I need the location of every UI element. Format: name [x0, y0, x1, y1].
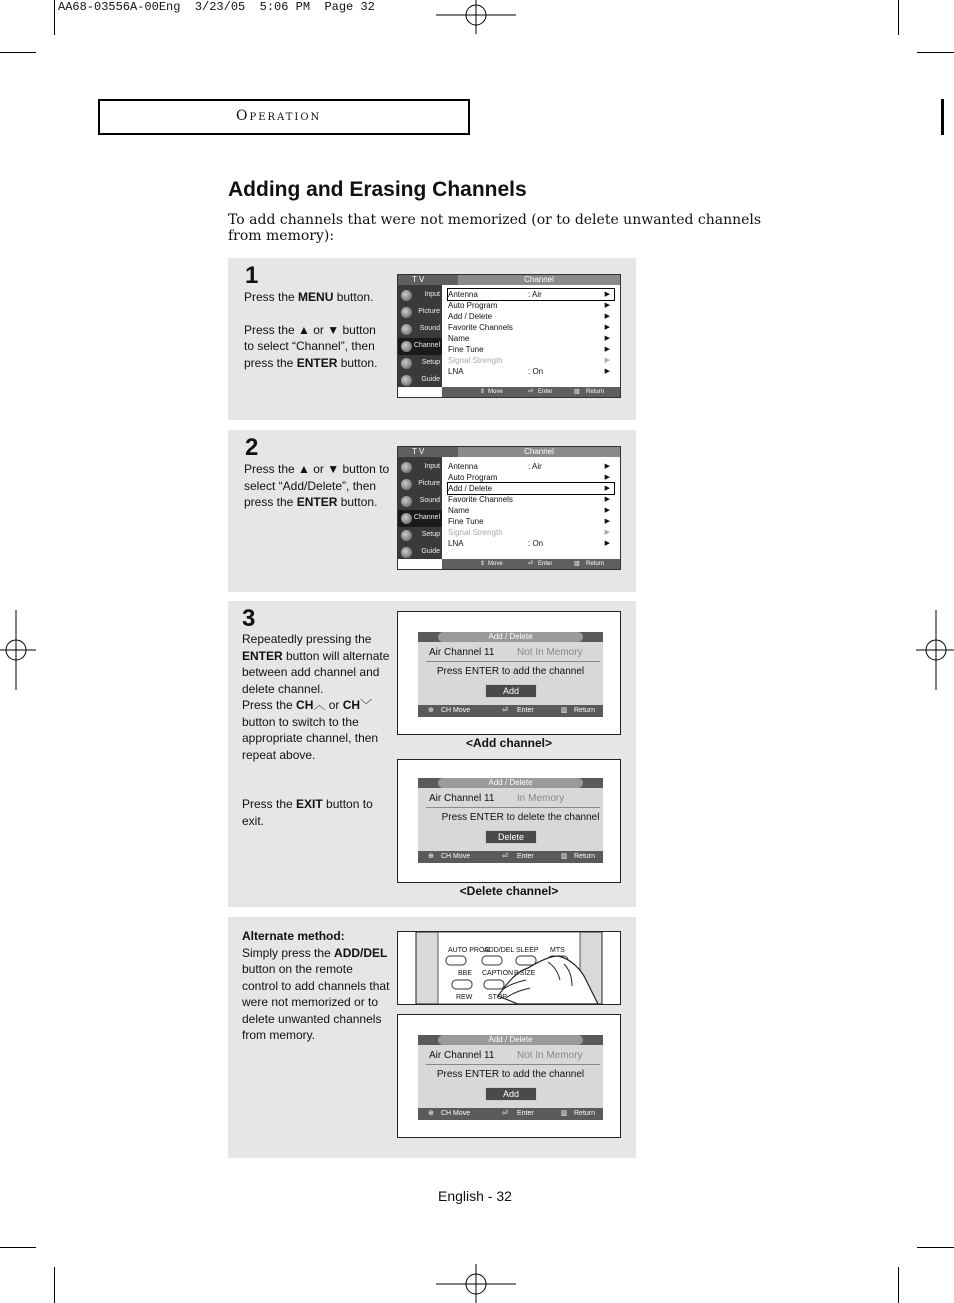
step-2-text: Press the ▲ or ▼ button to select “Add/Delete”, then press the ENTER button.	[244, 462, 390, 509]
step-3-text: Repeatedly pressing the ENTER button will alternate between add channel and delete channel. Press the CH︿ or CH﹀ button to switch to the appropriate channel, then repeat above. Press the EXIT button to exit.	[242, 632, 390, 828]
delete-channel-caption: <Delete channel>	[459, 884, 559, 898]
menu-item-sound[interactable]: Sound	[398, 321, 442, 338]
channel-menu-screen: T V Channel Input Picture Sound Channel Setup Guide Antenna : Air ▶ Auto Program ▶ Add / Delete ▶ Favorite Channels ▶ Name ▶ Fine Tune ▶ Signal Strength ▶ LNA : On ▶ ⇕ Move ⏎ Enter ▥ Return	[397, 274, 621, 398]
move-icon: ⊕	[428, 853, 434, 860]
page-footer: English - 32	[438, 1188, 512, 1204]
guide-icon	[401, 375, 412, 386]
return-icon: ▥	[574, 561, 580, 567]
enter-icon: ⏎	[502, 853, 508, 860]
dialog-message: Press ENTER to delete the channel	[441, 812, 600, 823]
registration-mark-icon	[436, 1264, 516, 1303]
remote-label: STOP	[488, 994, 507, 1001]
step-3-panel	[228, 601, 636, 907]
step-1-text: Press the MENU button. Press the ▲ or ▼ button to select “Channel”, then press the ENTER button.	[244, 290, 378, 370]
remote-label: MTS	[550, 947, 565, 954]
channel-label: Air Channel 11	[429, 1050, 495, 1061]
add-button[interactable]: Add	[485, 1087, 537, 1101]
input-icon	[401, 290, 412, 301]
right-arrow-icon: ▶	[604, 335, 610, 342]
alternate-method-text: Alternate method: Simply press the ADD/DEL button on the remote control to add channels that were not memorized or to delete unwanted channels from memory.	[242, 929, 390, 1042]
registration-mark-icon	[436, 0, 516, 34]
right-arrow-icon: ▶	[604, 474, 610, 481]
add-channel-screen	[397, 1014, 621, 1138]
enter-icon: ⏎	[528, 389, 534, 395]
channel-icon	[401, 341, 412, 352]
dialog-title: Add / Delete	[438, 632, 583, 642]
menu-item-channel[interactable]: Channel	[398, 338, 442, 355]
up-arrow-icon: ▲	[298, 322, 310, 337]
picture-icon	[401, 479, 412, 490]
intro-text: To add channels that were not memorized (or to delete unwanted channels from memory):	[228, 212, 762, 244]
remote-label: SLEEP	[516, 947, 539, 954]
menu-row-favorite-channels[interactable]: Favorite Channels ▶	[448, 323, 610, 332]
return-icon: ▥	[561, 1110, 568, 1117]
right-arrow-icon: ▶	[604, 507, 610, 514]
remote-label: REW	[456, 994, 473, 1001]
step-number: 1	[245, 262, 259, 289]
dialog-footer: ⊕ CH Move ⏎ Enter ▥ Return	[418, 705, 603, 717]
right-arrow-icon: ▶	[604, 357, 610, 364]
remote-hand-icon	[398, 932, 620, 1004]
setup-icon	[401, 358, 412, 369]
right-arrow-icon: ▶	[604, 529, 610, 536]
crop-mark	[0, 52, 36, 53]
menu-row-signal-strength: Signal Strength ▶	[448, 528, 610, 537]
move-icon: ⊕	[428, 707, 434, 714]
dialog-title: Add / Delete	[438, 778, 583, 788]
crop-mark	[898, 0, 899, 35]
right-arrow-icon: ▶	[604, 463, 610, 470]
registration-mark-icon	[914, 610, 954, 690]
right-arrow-icon: ▶	[604, 313, 610, 320]
channel-label: Air Channel 11	[429, 647, 495, 658]
right-arrow-icon: ▶	[604, 368, 610, 375]
print-header: AA68-03556A-00Eng 3/23/05 5:06 PM Page 32	[58, 0, 375, 14]
menu-item-guide[interactable]: Guide	[398, 544, 442, 561]
menu-item-input[interactable]: Input	[398, 287, 442, 304]
return-icon: ▥	[574, 389, 580, 395]
setup-icon	[401, 530, 412, 541]
right-arrow-icon: ▶	[604, 540, 610, 547]
right-arrow-icon: ▶	[604, 346, 610, 353]
return-icon: ▥	[561, 707, 568, 714]
right-arrow-icon: ▶	[604, 291, 610, 298]
crop-mark	[917, 52, 954, 53]
menu-item-picture[interactable]: Picture	[398, 304, 442, 321]
menu-row-antenna[interactable]: Antenna : Air ▶	[448, 289, 614, 300]
remote-label: CAPTION	[482, 970, 514, 977]
crop-mark	[54, 0, 55, 35]
menu-row-antenna[interactable]: Antenna : Air ▶	[448, 462, 610, 471]
step-2-panel	[228, 430, 636, 592]
menu-row-name[interactable]: Name ▶	[448, 334, 610, 343]
menu-item-guide[interactable]: Guide	[398, 372, 442, 389]
remote-label: ADD/DEL	[484, 947, 515, 954]
right-arrow-icon: ▶	[604, 302, 610, 309]
menu-row-lna[interactable]: LNA : On ▶	[448, 539, 610, 548]
right-arrow-icon: ▶	[604, 496, 610, 503]
add-channel-caption: <Add channel>	[465, 736, 553, 750]
move-icon: ⊕	[428, 1110, 434, 1117]
menu-title: Channel	[458, 447, 620, 457]
remote-label: BBE	[458, 970, 473, 977]
side-tab-mark	[941, 99, 944, 135]
dialog-message: Press ENTER to add the channel	[436, 1069, 585, 1080]
channel-menu-screen: T V Channel Input Picture Sound Channel Setup Guide Antenna : Air ▶ Auto Program ▶ Add / Delete ▶ Favorite Channels ▶ Name ▶ Fine Tune ▶ Signal Strength ▶ LNA : On ▶ ⇕ Move ⏎ Enter ▥ Return	[397, 446, 621, 570]
memory-status: In Memory	[517, 793, 565, 804]
step-number: 2	[245, 434, 259, 461]
menu-row-add-delete[interactable]: Add / Delete ▶	[448, 312, 610, 321]
down-arrow-icon: ▼	[327, 462, 340, 476]
move-icon: ⇕	[480, 561, 486, 567]
menu-row-favorite-channels[interactable]: Favorite Channels ▶	[448, 495, 610, 504]
menu-row-auto-program[interactable]: Auto Program ▶	[448, 473, 610, 482]
sound-icon	[401, 324, 412, 335]
remote-label: AUTO PROG	[448, 947, 490, 954]
add-delete-dialog	[418, 1035, 603, 1120]
right-arrow-icon: ▶	[604, 485, 610, 492]
menu-list	[448, 461, 614, 549]
delete-button[interactable]: Delete	[485, 830, 537, 844]
menu-item-setup[interactable]: Setup	[398, 527, 442, 544]
remote-label: P.SIZE	[514, 970, 536, 977]
chevron-down-icon: ﹀	[360, 698, 373, 712]
add-delete-dialog	[418, 778, 603, 863]
return-icon: ▥	[561, 853, 568, 860]
picture-icon	[401, 307, 412, 318]
menu-row-name[interactable]: Name ▶	[448, 506, 610, 515]
enter-icon: ⏎	[528, 561, 534, 567]
step-1-panel	[228, 258, 636, 420]
menu-row-add-delete[interactable]: Add / Delete ▶	[448, 483, 614, 494]
menu-row-signal-strength: Signal Strength ▶	[448, 356, 610, 365]
menu-footer: ⇕ Move ⏎ Enter ▥ Return	[442, 559, 620, 569]
channel-label: Air Channel 11	[429, 793, 495, 804]
crop-mark	[898, 1267, 899, 1303]
menu-sidebar	[398, 285, 442, 387]
menu-sidebar	[398, 457, 442, 559]
crop-mark	[54, 1267, 55, 1303]
menu-row-fine-tune[interactable]: Fine Tune ▶	[448, 517, 610, 526]
crop-mark	[917, 1247, 954, 1248]
step-number: 3	[242, 605, 256, 632]
delete-channel-screen	[397, 759, 621, 883]
channel-icon	[401, 513, 412, 524]
memory-status: Not In Memory	[517, 1050, 583, 1061]
add-button[interactable]: Add	[485, 684, 537, 698]
menu-row-fine-tune[interactable]: Fine Tune ▶	[448, 345, 610, 354]
down-arrow-icon: ▼	[327, 322, 340, 337]
menu-item-sound[interactable]: Sound	[398, 493, 442, 510]
enter-icon: ⏎	[502, 1110, 508, 1117]
guide-icon	[401, 547, 412, 558]
registration-mark-icon	[0, 610, 40, 690]
crop-mark	[0, 1247, 36, 1248]
section-label-box	[98, 99, 470, 135]
menu-item-picture[interactable]: Picture	[398, 476, 442, 493]
menu-item-input[interactable]: Input	[398, 459, 442, 476]
menu-list	[448, 289, 614, 377]
menu-item-setup[interactable]: Setup	[398, 355, 442, 372]
chevron-up-icon: ︿	[313, 698, 326, 712]
add-delete-dialog	[418, 632, 603, 717]
right-arrow-icon: ▶	[604, 324, 610, 331]
move-icon: ⇕	[480, 389, 486, 395]
alternate-method-panel	[228, 917, 636, 1158]
dialog-title: Add / Delete	[438, 1035, 583, 1045]
sound-icon	[401, 496, 412, 507]
page-title: Adding and Erasing Channels	[228, 178, 527, 201]
dialog-footer: ⊕ CH Move ⏎ Enter ▥ Return	[418, 1108, 603, 1120]
dialog-message: Press ENTER to add the channel	[436, 666, 585, 677]
menu-row-auto-program[interactable]: Auto Program ▶	[448, 301, 610, 310]
up-arrow-icon: ▲	[298, 462, 310, 476]
menu-row-lna[interactable]: LNA : On ▶	[448, 367, 610, 376]
add-channel-screen	[397, 611, 621, 735]
section-label: Operation	[236, 108, 322, 124]
enter-icon: ⏎	[502, 707, 508, 714]
menu-footer: ⇕ Move ⏎ Enter ▥ Return	[442, 387, 620, 397]
memory-status: Not In Memory	[517, 647, 583, 658]
remote-control-illustration	[397, 931, 621, 1005]
menu-title: Channel	[458, 275, 620, 285]
dialog-footer: ⊕ CH Move ⏎ Enter ▥ Return	[418, 851, 603, 863]
right-arrow-icon: ▶	[604, 518, 610, 525]
menu-item-channel[interactable]: Channel	[398, 510, 442, 527]
input-icon	[401, 462, 412, 473]
